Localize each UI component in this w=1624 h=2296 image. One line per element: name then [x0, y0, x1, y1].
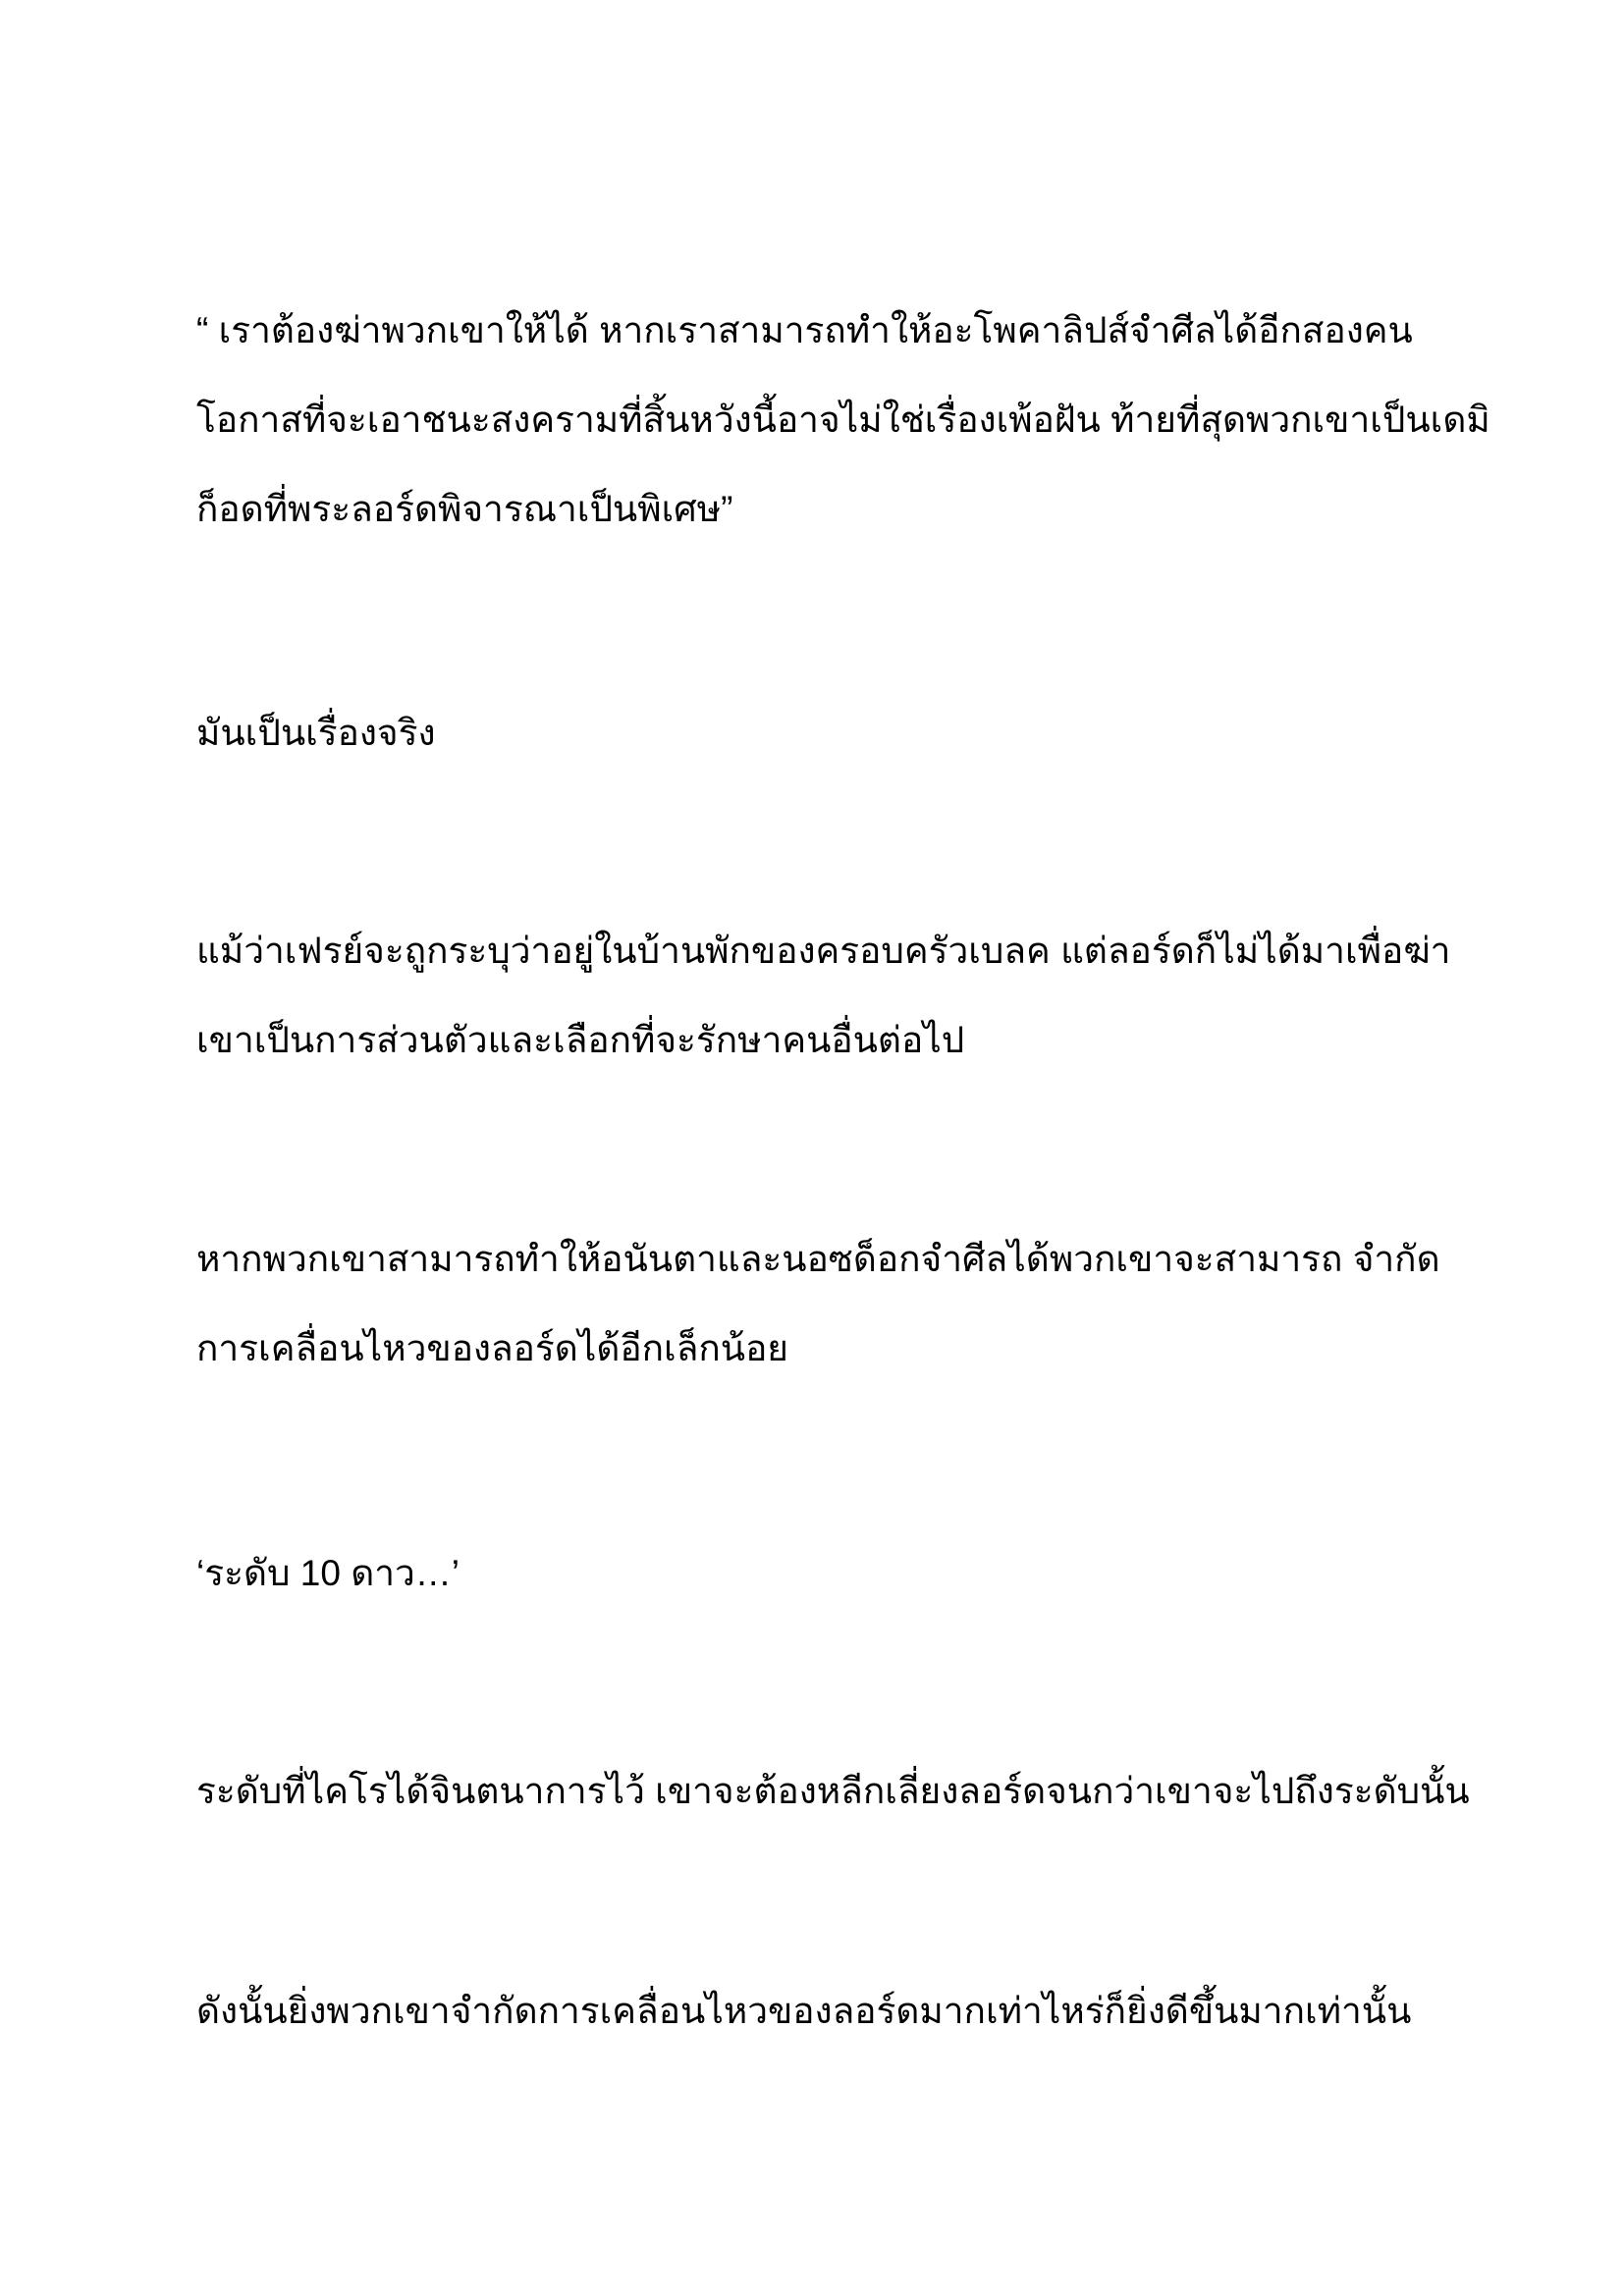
paragraph-4-line-2: การเคลื่อนไหวของลอร์ดได้อีกเล็กน้อย: [196, 1328, 788, 1368]
paragraph-6-line-1: ระดับที่ไคโรได้จินตนาการไว้ เขาจะต้องหลีกเลี่ยงลอร์ดจนกว่าเขาจะไปถึงระดับนั้น: [196, 1771, 1470, 1811]
paragraph-1-line-1: “ เราต้องฆ่าพวกเขาให้ได้ หากเราสามารถทำให้อะโพคาลิปส์จำศีลได้อีกสองคน: [196, 310, 1413, 350]
paragraph-1-line-3: ก็อดที่พระลอร์ดพิจารณาเป็นพิเศษ”: [196, 489, 733, 529]
paragraph-3-line-2: เขาเป็นการส่วนตัวและเลือกที่จะรักษาคนอื่นต่อไป: [196, 1020, 965, 1060]
paragraph-4-line-1: หากพวกเขาสามารถทำให้อนันตาและนอซด็อกจำศีลได้พวกเขาจะสามารถ จำกัด: [196, 1239, 1440, 1279]
paragraph-3-line-1: แม้ว่าเฟรย์จะถูกระบุว่าอยู่ในบ้านพักของครอบครัวเบลค แต่ลอร์ดก็ไม่ได้มาเพื่อฆ่า: [196, 931, 1451, 971]
paragraph-2-line-1: มันเป็นเรื่องจริง: [196, 713, 436, 753]
paragraph-7-line-1: ดังนั้นยิ่งพวกเขาจำกัดการเคลื่อนไหวของลอร์ดมากเท่าไหร่ก็ยิ่งดีขึ้นมากเท่านั้น: [196, 1991, 1412, 2031]
paragraph-5-line-1: ‘ระดับ 10 ดาว…’: [196, 1553, 460, 1593]
paragraph-1-line-2: โอกาสที่จะเอาชนะสงครามที่สิ้นหวังนี้อาจไม่ใช่เรื่องเพ้อฝัน ท้ายที่สุดพวกเขาเป็นเดมิ: [196, 400, 1490, 440]
